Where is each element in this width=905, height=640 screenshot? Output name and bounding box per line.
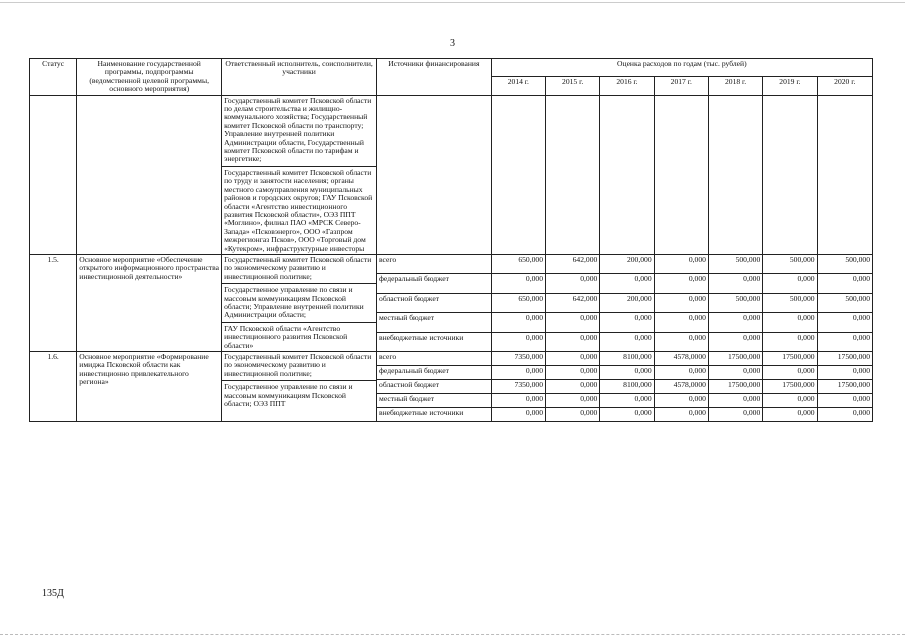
amount-cell: 0,000 [546,332,600,351]
amount-cell: 0,000 [817,332,872,351]
page-number: 3 [450,38,455,49]
continuation-program-cell [77,95,222,254]
amount-cell: 500,000 [763,254,817,273]
amount-cell: 0,000 [817,394,872,408]
amount-cell: 7350,000 [491,352,545,366]
amount-cell: 0,000 [491,313,545,332]
page-top-edge [0,2,905,3]
source-cell: местный бюджет [377,313,492,332]
amount-cell: 0,000 [546,366,600,380]
amount-cell: 500,000 [763,293,817,312]
amount-cell: 650,000 [491,293,545,312]
amount-cell: 200,000 [600,293,654,312]
header-program: Наименование государственной программы, подпрограммы (ведомственной целевой программы, основного мероприятия) [77,59,222,96]
amount-cell: 0,000 [708,408,762,422]
executors-text: Государственный комитет Псковской области по экономическому развитию и инвестиционной политике; [224,254,372,281]
amount-cell: 17500,000 [763,380,817,394]
amount-cell: 500,000 [817,254,872,273]
header-year: 2016 г. [600,77,654,95]
amount-cell: 0,000 [654,394,708,408]
amount-cell: 0,000 [763,313,817,332]
header-sources: Источники финансирования [377,59,492,96]
amount-cell: 17500,000 [763,352,817,366]
financing-table [29,58,873,422]
amount-cell: 0,000 [763,366,817,380]
amount-cell: 0,000 [600,394,654,408]
amount-cell: 0,000 [817,366,872,380]
amount-cell: 17500,000 [817,380,872,394]
amount-cell: 0,000 [600,366,654,380]
amount-cell: 0,000 [491,366,545,380]
header-status: Статус [30,59,77,96]
amount-cell: 8100,000 [600,380,654,394]
amount-cell: 0,000 [600,332,654,351]
amount-cell: 0,000 [600,274,654,293]
source-cell: федеральный бюджет [377,366,492,380]
amount-cell: 0,000 [546,274,600,293]
executors-text: Государственное управление по связи и массовым коммуникациям Псковской области; Управление внутренней политики Администрации области; [222,283,376,320]
source-cell: внебюджетные источники [377,332,492,351]
amount-cell: 0,000 [708,313,762,332]
header-year: 2017 г. [654,77,708,95]
amount-cell: 0,000 [817,274,872,293]
amount-cell: 500,000 [817,293,872,312]
status-cell: 1.5. [30,254,77,351]
source-cell: областной бюджет [377,380,492,394]
source-cell: федеральный бюджет [377,274,492,293]
amount-cell: 0,000 [817,313,872,332]
amount-cell: 0,000 [546,394,600,408]
amount-cell: 0,000 [600,408,654,422]
amount-cell: 642,000 [546,254,600,273]
amount-cell: 0,000 [546,380,600,394]
amount-cell: 4578,0000 [654,380,708,394]
source-cell: всего [377,254,492,273]
document-code: 135Д [42,588,64,599]
amount-cell: 642,000 [546,293,600,312]
amount-cell: 0,000 [763,274,817,293]
amount-cell: 0,000 [546,352,600,366]
amount-cell: 200,000 [600,254,654,273]
amount-cell: 0,000 [491,394,545,408]
source-cell: внебюджетные источники [377,408,492,422]
amount-cell: 4578,0000 [654,352,708,366]
page-bottom-edge [0,634,905,635]
executors-cell [222,254,377,351]
amount-cell: 0,000 [654,293,708,312]
header-year: 2018 г. [708,77,762,95]
continuation-row [30,95,873,254]
program-cell: Основное мероприятие «Формирование имиджа Псковской области как инвестиционно привлекательного региона» [77,352,222,422]
header-year: 2015 г. [546,77,600,95]
header-year: 2020 г. [817,77,872,95]
amount-cell: 0,000 [654,313,708,332]
header-year: 2014 г. [491,77,545,95]
amount-cell: 0,000 [708,394,762,408]
amount-cell: 0,000 [491,408,545,422]
executors-text: ГАУ Псковской области «Агентство инвестиционного развития Псковской области» [222,322,376,350]
amount-cell: 0,000 [654,254,708,273]
executors-cell [222,352,377,422]
header-year: 2019 г. [763,77,817,95]
amount-cell: 0,000 [654,332,708,351]
continuation-status-cell [30,95,77,254]
continuation-executors-cell [222,95,377,254]
amount-cell: 7350,000 [491,380,545,394]
executors-text: Государственный комитет Псковской области по экономическому развитию и инвестиционной политике; [224,352,372,378]
amount-cell: 0,000 [763,332,817,351]
amount-cell: 0,000 [491,332,545,351]
header-executors: Ответственный исполнитель, соисполнители, участники [222,59,377,96]
amount-cell: 0,000 [546,313,600,332]
source-cell: местный бюджет [377,394,492,408]
status-cell: 1.6. [30,352,77,422]
amount-cell: 650,000 [491,254,545,273]
amount-cell: 0,000 [546,408,600,422]
amount-cell: 500,000 [708,293,762,312]
amount-cell: 17500,000 [708,352,762,366]
executors-text: Государственный комитет Псковской области по делам строительства и жилищно-коммунального хозяйства; Государственный комитет Псковской области по транспорту; Управление внутренней политики Администрации области, Государственный комитет Псковской области по тарифам и энергетике; [224,95,372,164]
amount-cell: 0,000 [708,332,762,351]
amount-cell: 8100,000 [600,352,654,366]
source-cell: областной бюджет [377,293,492,312]
amount-cell: 500,000 [708,254,762,273]
table-row [30,254,873,273]
table-row [30,352,873,366]
source-cell: всего [377,352,492,366]
header-estimate: Оценка расходов по годам (тыс. рублей) [491,59,872,77]
amount-cell: 0,000 [491,274,545,293]
amount-cell: 0,000 [763,408,817,422]
amount-cell: 17500,000 [817,352,872,366]
executors-text: Государственный комитет Псковской области по труду и занятости населения; органы местного самоуправления муниципальных районов и городских округов; ГАУ Псковской области «Агентство инвестиционного развития Псковской области», ОЭЗ ППТ «Моглино», филиал ПАО «МРСК Северо-Запада» «Псковэнерго», ООО «Газпром межрегионгаз Псков», ООО «Торговый дом «Кутекром», инфраструктурные инвесторы [222,166,376,253]
amount-cell: 0,000 [708,274,762,293]
amount-cell: 0,000 [708,366,762,380]
program-cell: Основное мероприятие «Обеспечение открытого информационного пространства инвестиционной деятельности» [77,254,222,351]
amount-cell: 0,000 [654,408,708,422]
amount-cell: 0,000 [600,313,654,332]
amount-cell: 17500,000 [708,380,762,394]
amount-cell: 0,000 [817,408,872,422]
amount-cell: 0,000 [654,274,708,293]
amount-cell: 0,000 [763,394,817,408]
executors-text: Государственное управление по связи и массовым коммуникациям Псковской области; ОЭЗ ППТ [222,380,376,408]
continuation-source-cell [377,95,492,254]
amount-cell: 0,000 [654,366,708,380]
